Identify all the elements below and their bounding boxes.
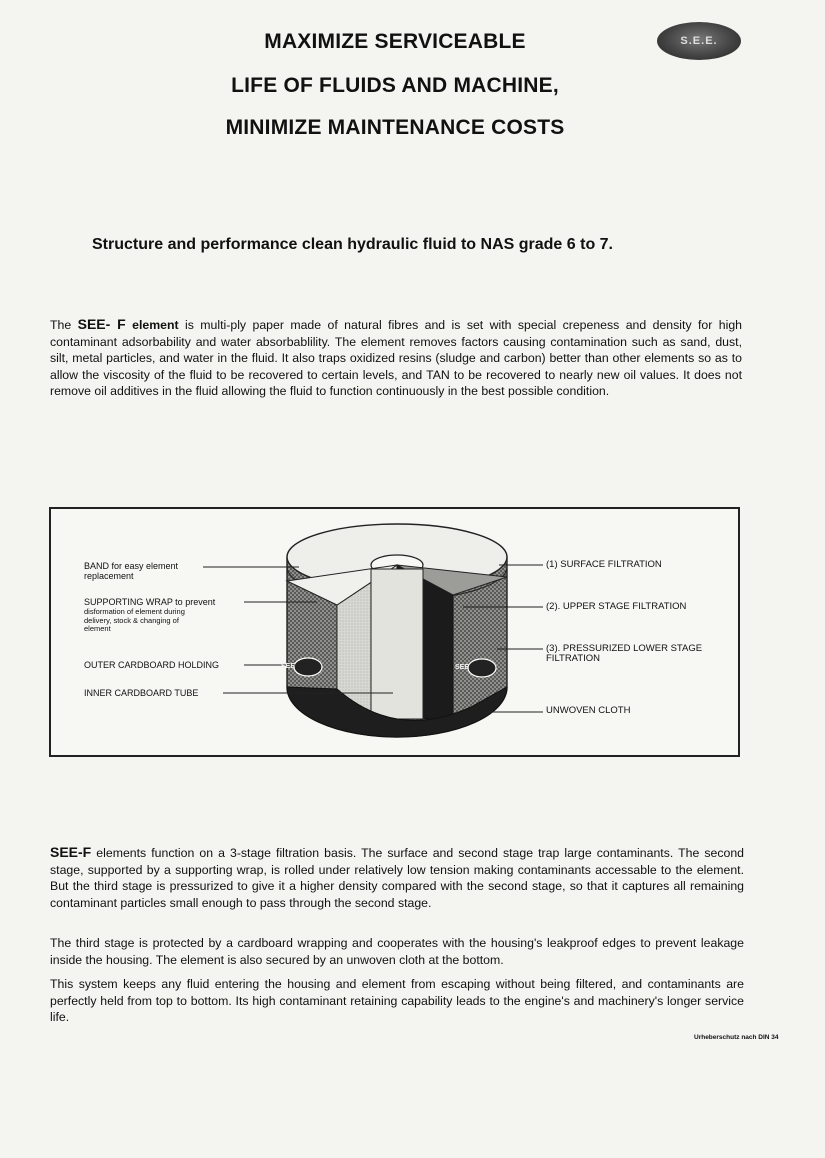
label-surface-filtration: (1) SURFACE FILTRATION: [546, 559, 662, 570]
body-paragraph-3: This system keeps any fluid entering the housing and element from escaping without being filtered, and contaminants are perfectly held from top to bottom. Its high contaminant retaining capability leads to the engine's and machinery's longer service life.: [50, 977, 744, 1024]
label-outer-cardboard: OUTER CARDBOARD HOLDING: [84, 660, 220, 670]
logo-text: S.E.E.: [680, 35, 718, 47]
label-supporting-wrap-detail: disformation of element during delivery, stock & changing of element: [84, 607, 185, 633]
intro-body: is multi-ply paper made of natural fibres and is set with special crepeness and density for high contaminant adsorbability and water absorbablility. The element removes factors causing contamination such as sand, dust, silt, metal particles, and water in the fluid. It also traps oxidized resins (sludge and carbon) better than other elements so as to allow the viscosity of the fluid to be recovered to certain levels, and TAN to be recovered to nearly new oil values. It does not remove oil additives in the fluid allowing the fluid to function continuously in the best possible condition.: [50, 318, 742, 398]
intro-paragraph: [50, 316, 742, 400]
inner-tube: [371, 569, 423, 719]
copyright-footnote: Urheberschutz nach DIN 34: [694, 1034, 779, 1041]
intro-lead: The: [50, 318, 72, 332]
title-line-1: MAXIMIZE SERVICEABLE: [264, 30, 526, 53]
body-paragraph-1: [50, 844, 744, 911]
badge-left-text: SEE: [280, 663, 295, 670]
label-inner-cardboard: INNER CARDBOARD TUBE: [84, 688, 199, 698]
title-line-2: LIFE OF FLUIDS AND MACHINE,: [231, 74, 559, 97]
label-pressurized-lower-stage: (3). PRESSURIZED LOWER STAGE FILTRATION: [546, 643, 703, 664]
title-line-3: MINIMIZE MAINTENANCE COSTS: [225, 116, 565, 139]
body-brand-name: SEE-F: [50, 844, 92, 860]
section-subtitle: Structure and performance clean hydraulic fluid to NAS grade 6 to 7.: [92, 236, 613, 253]
label-unwoven-cloth: UNWOVEN CLOTH: [546, 705, 631, 716]
brand-name: SEE- F: [77, 316, 126, 332]
company-logo: [657, 22, 741, 60]
filter-element-diagram: [49, 507, 740, 757]
badge-right-text: SEE: [454, 664, 469, 671]
body-paragraph-1-text: elements function on a 3-stage filtration basis. The surface and second stage trap large contaminants. The second stage, supported by a supporting wrap, is rolled under relatively low tension making contaminants accessable to the element. But the third stage is pressurized to give it a higher density compared with the second stage, so that it captures all remaining contaminant particles small enough to pass through the second stage.: [50, 846, 745, 910]
label-supporting-wrap: SUPPORTING WRAP to prevent: [84, 597, 216, 607]
label-band: BAND for easy element replacement: [84, 561, 179, 581]
brand-suffix: element: [132, 318, 179, 332]
label-upper-stage: (2). UPPER STAGE FILTRATION: [546, 601, 687, 612]
body-paragraph-2: The third stage is protected by a cardboard wrapping and cooperates with the housing's leakproof edges to prevent leakage inside the housing. The element is also secured by an unwoven cloth at the bottom.: [50, 936, 744, 967]
